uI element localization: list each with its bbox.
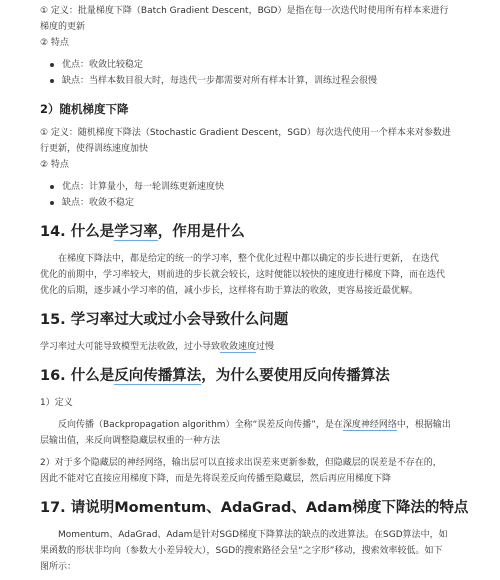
bgd-features-list xyxy=(40,57,478,89)
q16-heading-suffix: ，为什么要使用反向传播算法 xyxy=(201,368,390,384)
q16-subheading-definition: 1）定义 xyxy=(40,398,73,408)
convergence-speed-link[interactable]: 收敛速度 xyxy=(220,342,257,352)
q14-heading xyxy=(40,223,478,241)
learning-rate-link[interactable]: 学习率 xyxy=(114,224,158,240)
q14-paragraph-line-1: 在梯度下降法中，都是给定的统一的学习率，整个优化过程中都以确定的步长进行更新， 在迭代 xyxy=(58,254,439,264)
q17-paragraph-line-2: 果函数的形状非均向（参数大小差异较大），SGD的搜索路径会呈“之字形”移动，搜索效率较低。如下 xyxy=(40,546,443,556)
q16-paragraph-1-line-2: 层输出值，来反向调整隐藏层权重的一种方法 xyxy=(40,436,221,446)
q17-paragraph-line-1: Momentum、AdaGrad、Adam是针对SGD梯度下降算法的缺点的改进算法。在SGD算法中，如 xyxy=(58,530,448,540)
q15-paragraph-suffix: 过慢 xyxy=(256,342,275,352)
sgd-pro-item: 优点：计算量小，每一轮训练更新速度快 xyxy=(62,179,478,195)
bgd-pro-item: 优点：收敛比较稳定 xyxy=(62,57,478,73)
q14-heading-prefix: 14. 什么是 xyxy=(40,224,115,240)
bgd-section xyxy=(40,3,478,89)
sgd-con-item: 缺点：收敛不稳定 xyxy=(62,195,478,211)
q16-p1-prefix: 反向传播（Backpropagation algorithm）全称“误差反向传播”，是在 xyxy=(58,420,343,430)
q17-heading: 17. 请说明Momentum、AdaGrad、Adam梯度下降法的特点 xyxy=(40,500,469,516)
q14-section xyxy=(40,223,478,299)
bgd-definition-line-1: ① 定义：批量梯度下降（Batch Gradient Descent，BGD）是指在每一次迭代时使用所有样本来进行 xyxy=(40,6,449,16)
q14-paragraph-line-2: 优化的前期中，学习率较大，则前进的步长就会较长，这时便能以较快的速度进行梯度下降，而在迭代 xyxy=(40,270,446,280)
deep-neural-network-link[interactable]: 深度神经网络 xyxy=(342,420,397,430)
q16-p1-suffix: 中，根据输出 xyxy=(396,420,451,430)
q16-paragraph-2-line-2: 因此不能对它直接应用梯度下降，而是先将误差反向传播至隐藏层，然后再应用梯度下降 xyxy=(40,474,392,484)
q16-paragraph-2-line-1: 2）对于多个隐藏层的神经网络，输出层可以直接求出误差来更新参数，但隐藏层的误差是不存在的， xyxy=(40,458,442,468)
bgd-con-item: 缺点：当样本数目很大时，每迭代一步都需要对所有样本计算，训练过程会很慢 xyxy=(62,73,478,89)
q15-heading: 15. 学习率过大或过小会导致什么问题 xyxy=(40,312,289,328)
q14-paragraph-line-3: 优化的后期，逐步减小学习率的值，减小步长，这样将有助于算法的收敛，更容易接近最优解。 xyxy=(40,286,419,296)
sgd-features-list xyxy=(40,179,478,211)
bgd-definition-line-2: 梯度的更新 xyxy=(40,22,86,32)
sgd-definition-line-2: 行更新，使得训练速度加快 xyxy=(40,144,149,154)
q17-section xyxy=(40,499,478,575)
q16-paragraph-1-line-1 xyxy=(40,417,478,433)
q15-paragraph xyxy=(40,339,478,355)
q16-heading-prefix: 16. 什么是 xyxy=(40,368,115,384)
q15-section xyxy=(40,311,478,355)
sgd-heading: 2）随机梯度下降 xyxy=(40,102,129,116)
sgd-definition-line-1: ① 定义：随机梯度下降法（Stochastic Gradient Descent，SGD）每次迭代使用一个样本来对参数进 xyxy=(40,128,451,138)
q17-paragraph-line-3: 图所示： xyxy=(40,562,77,572)
q15-paragraph-prefix: 学习率过大可能导致模型无法收敛，过小导致 xyxy=(40,342,221,352)
backpropagation-link[interactable]: 反向传播算法 xyxy=(114,368,202,384)
sgd-section xyxy=(40,101,478,211)
bgd-features-label: ② 特点 xyxy=(40,38,69,48)
q16-heading xyxy=(40,367,478,385)
q16-section xyxy=(40,367,478,487)
sgd-features-label: ② 特点 xyxy=(40,160,69,170)
q14-heading-suffix: ，作用是什么 xyxy=(157,224,245,240)
